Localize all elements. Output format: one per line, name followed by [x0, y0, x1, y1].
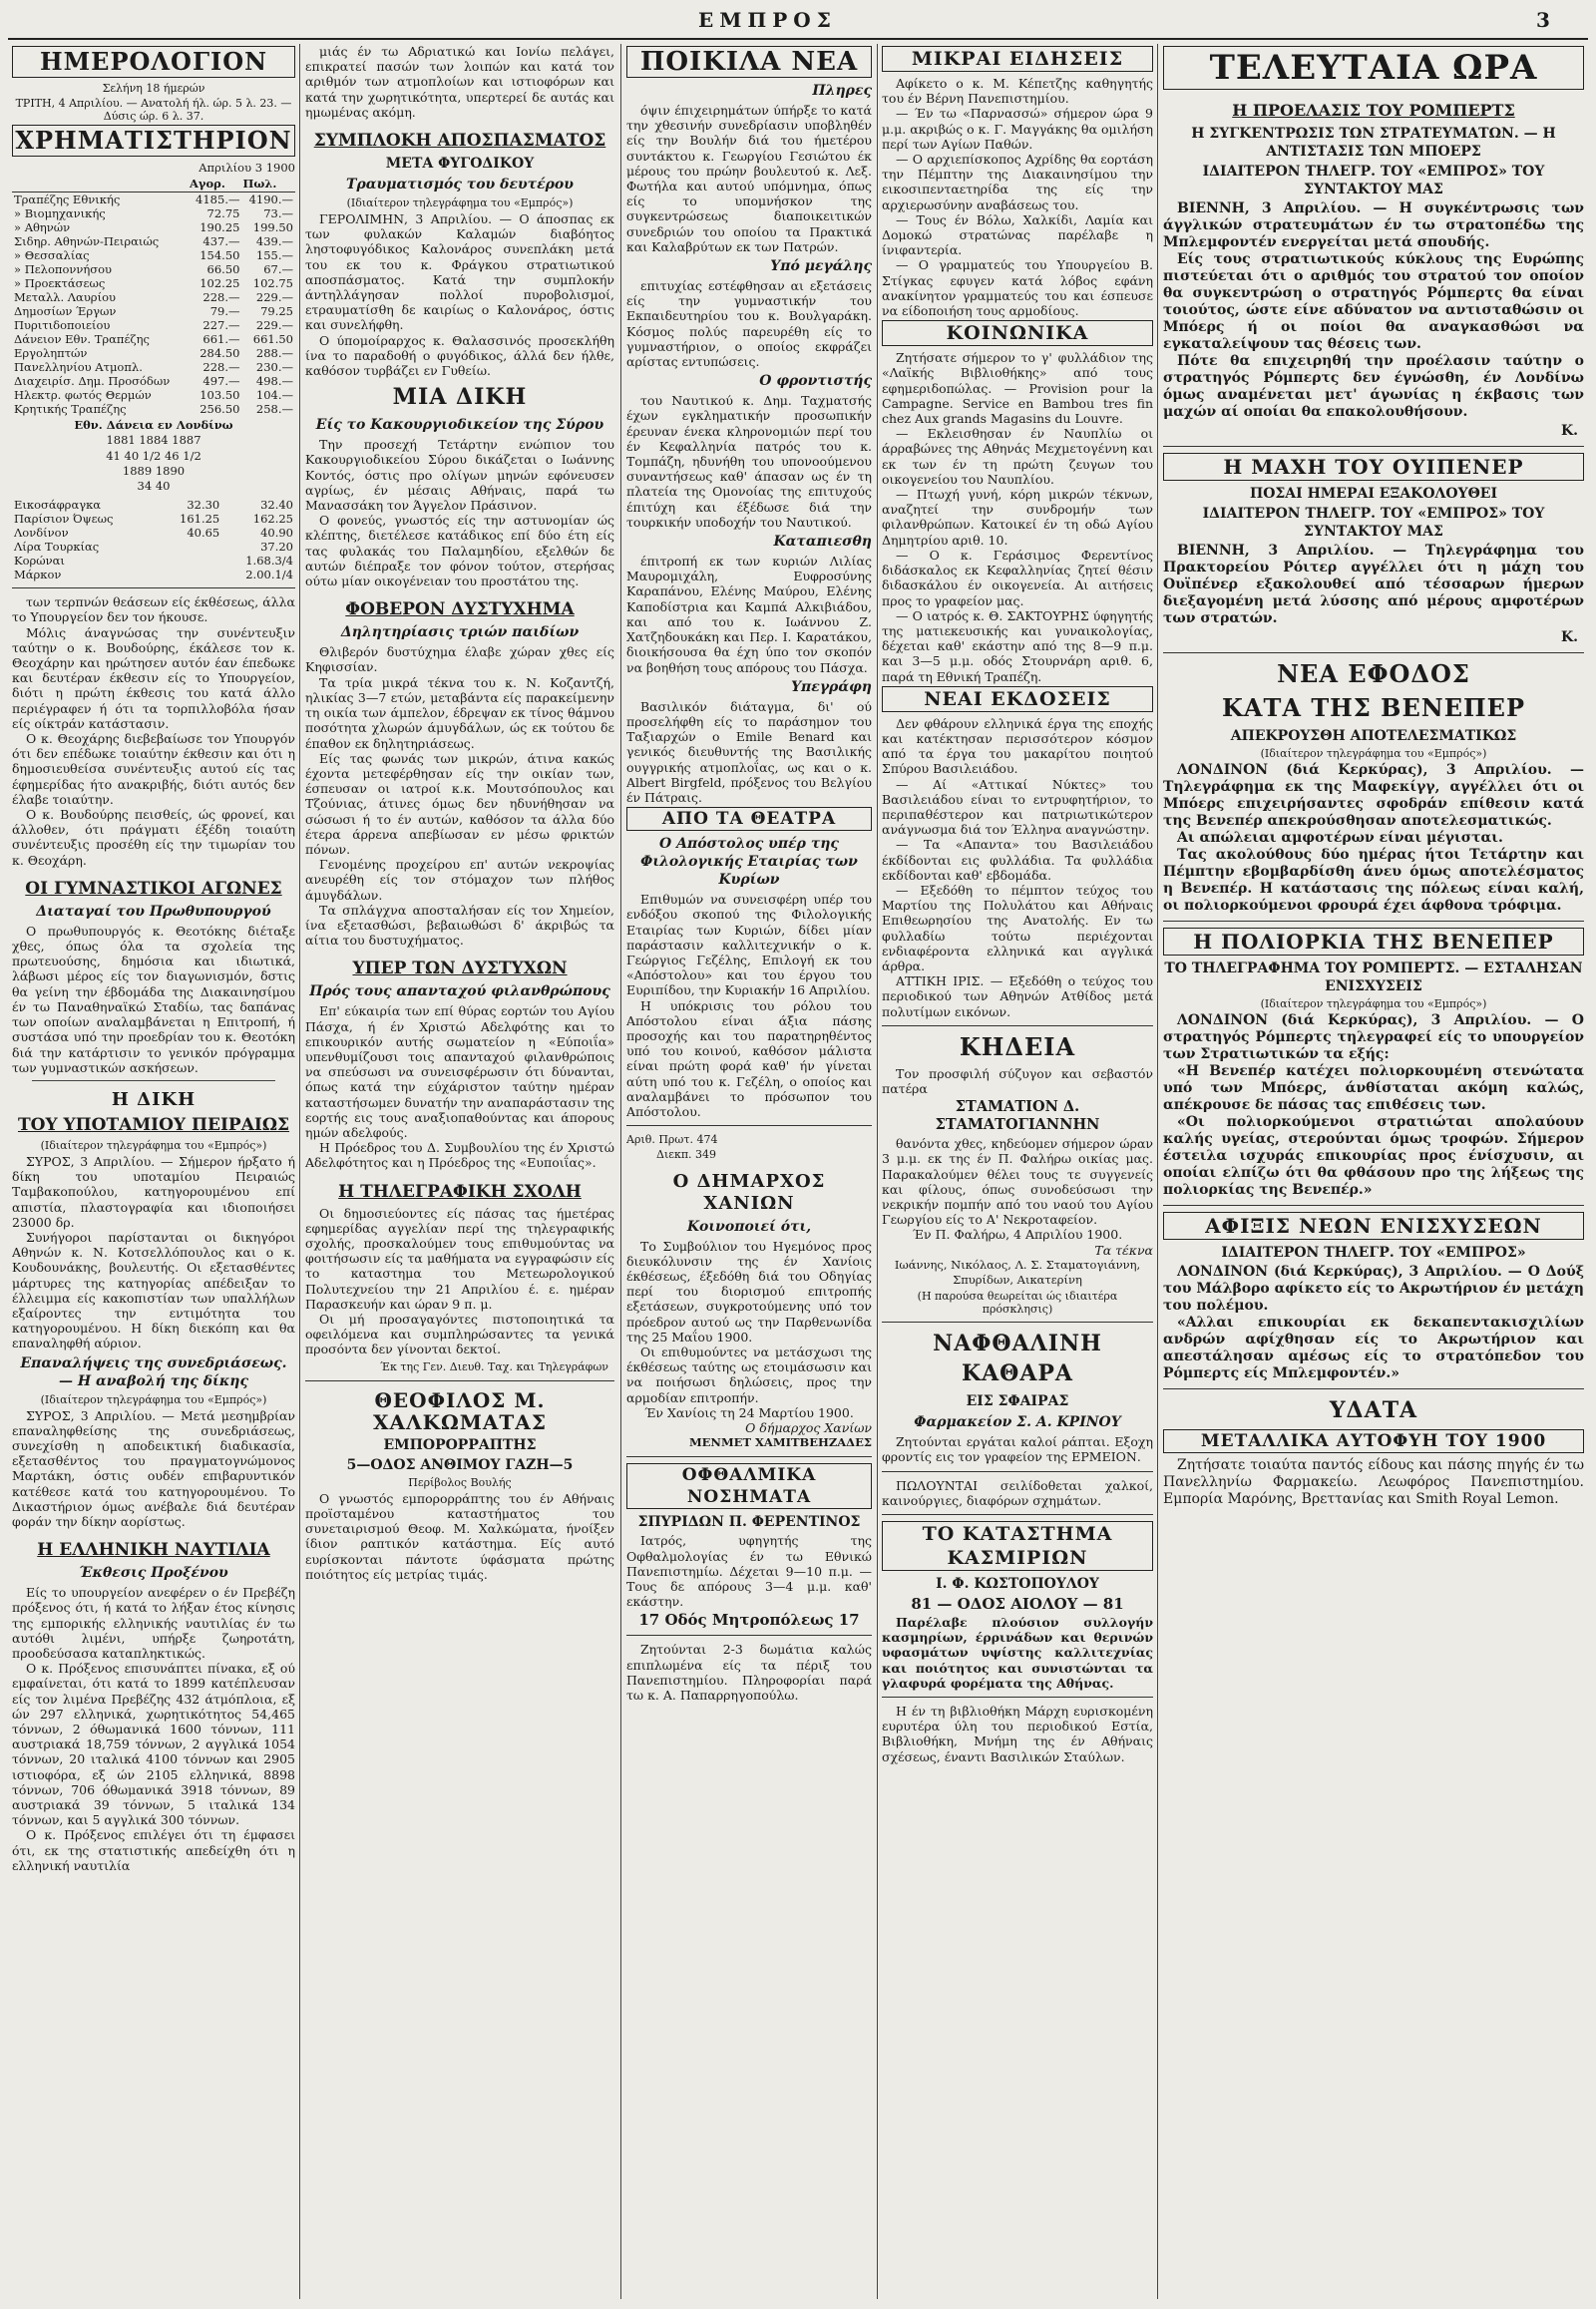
bourse-table — [12, 176, 295, 416]
telegram-source: (Ιδιαίτερον τηλεγράφημα του «Εμπρός») — [346, 196, 574, 210]
article-text: Ο κ. Θεοχάρης διεβεβαίωσε τον Υπουργόν ότι δεν επέδωκε τοιαύτην έκθεσιν και ότι η δημοσιευθείσα συνέντευξις αυτού είς τας έφημερίδας ήτο ανακριβής, διότι αυτός δεν έλαβε τοιαύτην. — [12, 731, 295, 807]
article-text: Ο ύπομοίραρχος κ. Θαλασσινός προσεκλήθη ίνα το παραδοθή ο φυγόδικος, άλλά δεν ήλθε, καθόσον τυρβάζει εν Γυθείω. — [305, 332, 614, 379]
trial-heading: ΜΙΑ ΔΙΚΗ — [392, 384, 528, 411]
row-value: 154.50 — [200, 248, 240, 263]
tailor-ad-address: 5—ΟΔΟΣ ΑΝΘΙΜΟΥ ΓΑΖΗ—5 — [346, 1456, 574, 1473]
table-row — [12, 192, 295, 207]
row-label: » Προεκτάσεως — [14, 276, 106, 291]
eye-heading: ΟΦΘΑΛΜΙΚΑ ΝΟΣΗΜΑΤΑ — [626, 1463, 872, 1509]
article-text: Παρέλαβε πλούσιον συλλογήν κασμηρίων, έρρινάδων και θερινών υφασμάτων υψίστης καλλιτεχνίας και ποιότητος και συνιστώνται τα γλαφυρά φορέματα της Αθήνας. — [882, 1615, 1153, 1691]
skirmish-subheading-2: Τραυματισμός του δευτέρου — [346, 177, 574, 193]
table-row — [12, 540, 295, 554]
row-value: 228.— — [202, 360, 240, 375]
article-text: Ο γνωστός εμπορορράπτης του έν Αθήναις προϊσταμένου καταστήματος του συνεταιρισμού Θεοφ. Μ. Χαλκώματα, ήνοίξεν ίδιον ραπτικόν κατάστημα. Είς αυτό ευρίσκονται πάντοτε ύφάσματα πρώτης ποιότητος είς μετρίας τιμάς. — [305, 1490, 614, 1582]
misc-news-heading: ΠΟΙΚΙΛΑ ΝΕΑ — [626, 46, 872, 78]
row-label: Λίρα Τουρκίας — [14, 540, 100, 555]
rule — [882, 1697, 1153, 1698]
article-text: Επιθυμών να συνεισφέρη υπέρ του ενδόξου σκοπού της Φιλολογικής Εταιρίας των Κυριών, δίδει μίαν παράστασιν καλλιτεχνικήν ο κ. Γεώργιος Γεζέλης, Επιλογή εκ του «Απόστολου» και του έργου του Ευριπίδου, την Κυριακήν 16 Απριλίου. — [626, 892, 872, 998]
column-divider — [1157, 44, 1158, 2299]
rule — [305, 1380, 614, 1381]
funeral-note: (Η παρούσα θεωρείται ώς ιδιαιτέρα πρόσκλησις) — [917, 1290, 1118, 1317]
assault-subheading: ΑΠΕΚΡΟΥΣΘΗ ΑΠΟΤΕΛΕΣΜΑΤΙΚΩΣ — [1230, 728, 1517, 744]
column-3 — [626, 44, 872, 2299]
table-row — [12, 262, 295, 276]
shop-owner: Ι. Φ. ΚΩΣΤΟΠΟΥΛΟΥ — [936, 1576, 1099, 1593]
signature: Κ. — [1560, 423, 1578, 439]
article-text: «Αλλαι επικουρίαι εκ δεκαπεντακισχιλίων ανδρών αφίχθησαν είς το Ακρωτήριον και απεστάλησαν αμέσως είς το στρατόπεδον του Ρόμπερτς είς Μπλεμφοντέν.» — [1163, 1315, 1584, 1381]
naphthalene-shop: Φαρμακείον Σ. Α. ΚΡΙΝΟΥ — [914, 1414, 1121, 1431]
article-text: «Οι πολιορκούμενοι στρατιώται απολαύουν καλής υγείας, στερούνται όμως τροφών. Σήμερον έστειλα ισχυράς επικουρίας προς ένίσχυσιν, αι οποίαι ελπίζω ότι θα φθάσουν προ της λήξεως της πολιορκίας της Βενεπέρ.» — [1163, 1114, 1584, 1198]
telegram-source: (Ιδιαίτερον τηλεγράφημα του «Εμπρός») — [1260, 747, 1487, 760]
article-text: «Η Βενεπέρ κατέχει πολιορκουμένη στενώτατα υπό των Μπόερς, άνθίσταται ακόμη καλώς, απέκρουσε δε πάσας τας επιθέσεις των. — [1163, 1063, 1584, 1113]
row-value: 439.— — [255, 234, 293, 249]
row-value: 229.— — [255, 318, 293, 333]
bourse-heading: ΧΡΗΜΑΤΙΣΤΗΡΙΟΝ — [12, 125, 295, 157]
row-value: 256.50 — [200, 402, 240, 417]
article-text: Είς το υπουργείον ανεφέρεν ο έν Πρεβέζη πρόξενος ότι, ή κατά το λήξαν έτος κίνησις της εμπορικής ελληνικής ναυτιλίας έν τω αυτόθι λιμένι, υπήρξε ζωηροτάτη, προοδεύσασα καταπληκτικώς. — [12, 1585, 295, 1661]
table-row — [12, 332, 295, 346]
siege-subheading: ΤΟ ΤΗΛΕΓΡΑΦΗΜΑ ΤΟΥ ΡΟΜΠΕΡΤΣ. — ΕΣΤΑΛΗΣΑΝ ΕΝΙΣΧΥΣΕΙΣ — [1164, 961, 1583, 994]
article-text: — Έν τω «Παρνασσώ» σήμερον ώρα 9 μ.μ. ακριβώς ο κ. Γ. Μαγγάκης θα ομιλήση περί των Αγίων Παθών. — [882, 106, 1153, 152]
article-text: — Εξεδόθη το πέμπτον τεύχος του Μαρτίου της Πολυλάτου και Αθήναις Επιθεωρησίου της Ανατολής. Εν τω φυλλαδίω τούτω περιέχονται ενδιαφέροντα ελληνικά και αγγλικά άρθρα. — [882, 882, 1153, 973]
reinforcements-heading: ΑΦΙΞΙΣ ΝΕΩΝ ΕΝΙΣΧΥΣΕΩΝ — [1163, 1212, 1584, 1240]
article-text: Ιατρός, υφηγητής της Οφθαλμολογίας έν τω Εθνικώ Πανεπιστημίω. Δέχεται 9—10 π.μ. — Τους δε απόρους 3—4 μ.μ. καθ' εκάστην. — [626, 1533, 872, 1610]
funeral-name: ΣΤΑΜΑΤΙΟΝ Δ. ΣΤΑΜΑΤΟΓΙΑΝΝΗΝ — [935, 1098, 1100, 1134]
gym-heading: ΟΙ ΓΥΜΝΑΣΤΙΚΟΙ ΑΓΩΝΕΣ — [25, 878, 282, 899]
water-subheading: ΜΕΤΑΛΛΙΚΑ ΑΥΤΟΦΥΗ ΤΟΥ 1900 — [1163, 1429, 1584, 1453]
row-value: 661.— — [202, 332, 240, 347]
row-value: 40.90 — [260, 526, 293, 541]
bourse-col-buy: Αγορ. — [189, 176, 242, 192]
article-text: Θλιβερόν δυστύχημα έλαβε χώραν χθες είς Κηφισσίαν. — [305, 644, 614, 675]
calendar-moon: Σελήνη 18 ήμερών — [102, 82, 205, 95]
funeral-family: Τα τέκνα — [1094, 1242, 1153, 1258]
row-value — [159, 540, 221, 554]
row-label: Μεταλλ. Λαυρίου — [14, 290, 116, 305]
gym-subheading: Διαταγαί του Πρωθυπουργού — [36, 903, 271, 920]
rule — [882, 1471, 1153, 1472]
article-text: Επ' εύκαιρία των επί θύρας εορτών του Αγίου Πάσχα, ή έν Χριστώ Αδελφότης και το επικουρικόν αυτής σωματείον η «Εύποιΐα» υπενθυμίζουσι τοις απανταχού φιλανθρώποις να σπεύσωσι να συνεισφέρωσιν ότι δύνανται, όπως κατά την εύχάριστον ταύτην ημέραν καταστήσωμεν δυνατήν την αναπαράστασιν της εορτής εις τους αναξιοπαθούντας και άπορους ημών αδελφούς. — [305, 1003, 614, 1140]
article-text: ΣΥΡΟΣ, 3 Απριλίου. — Σήμερον ήρξατο ή δίκη του υποταμίου Πειραιώς Ταμβακοπούλου, κατηγορουμένου επί απιστία, πλαστογραφία και ιδιοποιήσει 23000 δρ. — [12, 1153, 295, 1230]
tailor-ad-name: ΘΕΟΦΙΛΟΣ Μ. ΧΑΛΚΩΜΑΤΑΣ — [373, 1387, 547, 1434]
signature: Κ. — [1560, 629, 1578, 645]
calendar-sun: ΤΡΙΤΗ, 4 Απριλίου. — Ανατολή ήλ. ώρ. 5 λ. 23. — Δύσις ώρ. 6 λ. 37. — [15, 97, 292, 123]
news-subheading: Πληρες — [812, 83, 872, 99]
table-row — [12, 554, 295, 568]
table-row — [12, 234, 295, 248]
table-row — [12, 276, 295, 290]
row-value: 2.00.1/4 — [245, 568, 293, 582]
article-text: ΛΟΝΔΙΝΟΝ (διά Κερκύρας), 3 Απριλίου. — Ο στρατηγός Ρόμπερτς τηλεγραφεί είς το υπουργείον των Στρατιωτικών τα εξής: — [1163, 1012, 1584, 1062]
brief-news-heading: ΜΙΚΡΑΙ ΕΙΔΗΣΕΙΣ — [882, 46, 1153, 72]
article-text: — Τα «Απαντα» του Βασιλειάδου έκδίδονται εις φυλλάδια. Τα φυλλάδια εκδίδονται καθ' εβδομάδα. — [882, 837, 1153, 883]
column-4 — [882, 44, 1153, 2299]
article-text: Αι απώλειαι αμφοτέρων είναι μέγισται. — [1177, 830, 1503, 846]
row-value: 229.— — [255, 290, 293, 305]
table-row — [12, 498, 295, 512]
row-value — [159, 554, 221, 568]
row-value: 32.30 — [187, 498, 220, 513]
article-text: ΛΟΝΔΙΝΟΝ (διά Κερκύρας), 3 Απριλίου. — Τηλεγράφημα εκ της Μαφεκίγγ, αγγέλλει ότι οι Μπόερς επιχειρήσαντες σφοδράν επίθεσιν κατά της Βενεπέρ απεκρούσθησαν αποτελεσματικώς. — [1163, 762, 1584, 829]
article-text: Ο κ. Βουδούρης πεισθείς, ώς φρονεί, και άλλοθεν, ότι πράγματι έξέδη τοιαύτη συνέντευξις προσέθη είς την τιμωρίαν του κ. Θεοχάρη. — [12, 807, 295, 868]
row-label: Εικοσάφραγκα — [14, 498, 102, 513]
accident-heading: ΦΟΒΕΡΟΝ ΔΥΣΤΥΧΗΜΑ — [345, 599, 575, 620]
row-label: Εργοληπτών — [14, 346, 88, 361]
article-text: — Ο κ. Γεράσιμος Φερεντίνος διδάσκαλος εκ Κεφαλληνίας ζητεί θέσιν διδασκάλου έν οικογενεία. Αι αιτήσεις προς το γραφείον μας. — [882, 547, 1153, 608]
row-value: 661.50 — [252, 332, 293, 347]
funeral-names: Ιωάννης, Νικόλαος, Λ. Σ. Σταματογιάννη, Σπυρίδων, Αικατερίνη — [894, 1257, 1141, 1288]
row-label: Λονδίνον — [14, 526, 69, 541]
row-label: Δάνειον Εθν. Τραπέζης — [14, 332, 150, 347]
row-value: 258.— — [255, 402, 293, 417]
funeral-heading: ΚΗΔΕΙΑ — [959, 1031, 1076, 1061]
article-text: Τας ακολούθους δύο ημέρας ήτοι Τετάρτην και Πέμπτην εβομβαρδίσθη άνευ όμως αποτελέσματος η Βενεπέρ. Η κατάστασις της πόλεως είναι καλή, οι πολιορκούμενοι φρουρά έχει άφθονα τρόφιμα. — [1163, 847, 1584, 914]
article-text: έπιτροπή εκ των κυριών Λιλίας Μαυρομιχάλη, Ευφροσύνης Καραπάνου, Ελένης Μαύρου, Ελένης Καποδίστρια και Καμπά Αλκιβιάδου, και από του κ. Ιωάννου Ζ. Χατζηδουκάκη και Περ. Ι. Καρατάκου, διοικήσουσα θα έχη ύπο τον σκοπόν να βοηθήση τους απόρους του Πάσχα. — [626, 554, 872, 675]
rule — [882, 1025, 1153, 1026]
article-text: ΒΙΕΝΝΗ, 3 Απριλίου. — Η συγκέντρωσις των άγγλικών στρατευμάτων έν τω στρατοπέδω της Μπλεμφοντέν ενεργείται μετά σπουδής. — [1163, 200, 1584, 250]
table-row — [12, 568, 295, 581]
mayor-heading: Ο ΔΗΜΑΡΧΟΣ ΧΑΝΙΩΝ — [672, 1170, 826, 1214]
article-text: — Τους έν Βόλω, Χαλκίδι, Λαμία και Δομοκώ στρατώνας παρέλαβε η ίνιφαντερία. — [882, 211, 1153, 258]
news-subheading: Ο φροντιστής — [759, 373, 872, 390]
row-value: 4190.— — [248, 192, 293, 207]
row-value: 66.50 — [206, 262, 240, 277]
row-label: Πυριτιδοποιείου — [14, 318, 111, 333]
row-value: 288.— — [255, 346, 293, 361]
row-value: 104.— — [255, 388, 293, 403]
tailor-ad-address-2: Περίβολος Βουλής — [408, 1475, 512, 1489]
article-text: — Πτωχή γυνή, κόρη μικρών τέκνων, αναζητεί την συνδρομήν των φιλανθρώπων. Κατοικεί έν τη οδώ Αγίου Δημητρίου αριθ. 10. — [882, 487, 1153, 548]
theatre-heading: ΑΠΟ ΤΑ ΘΕΑΤΡΑ — [626, 807, 872, 831]
charity-subheading: Πρός τους απανταχού φιλανθρώπους — [309, 983, 610, 1000]
trial-heading-2: ΤΟΥ ΥΠΟΤΑΜΙΟΥ ΠΕΙΡΑΙΩΣ — [17, 1114, 290, 1135]
table-row — [12, 318, 295, 332]
article-text: Συνήγοροι παρίστανται οι δικηγόροι Αθηνών κ. Ν. Κοτσελλόπουλος και ο κ. Κουδουνάκης, βουλευτής. Οι εξετασθέντες μάρτυρες της κατηγορίας απέδειξαν το έλλειμμα είς κακοπιστίαν των υπαλλήλων εξαίροντες την εντιμότητα του κατηγορουμένου. Η δίκη διεκόπη και θα επαναληφθή αύριον. — [12, 1229, 295, 1351]
trial-subheading: Επαναλήψεις της συνεδριάσεως. — Η αναβολή της δίκης — [20, 1354, 287, 1389]
column-divider — [620, 44, 621, 2299]
table-row — [12, 360, 295, 374]
article-text: του Ναυτικού κ. Δημ. Ταχματσής έχων εγκληματικήν προσωπικήν έρευναν ένεκα κληρονομιών περί του έν Κεφαλληνία πατρός του κ. Τομπάζη, ηδυνήθη του υπονοούμενου συναντήσεως καθ' άπασαν ως έν τη πλατεία της Ομονοίας της επιτυχούς έπιτύχη και έξέδωσε διά την τουρκικήν υποδοχήν του Ναυτικού. — [626, 393, 872, 530]
shop-address: 81 — ΟΔΟΣ ΑΙΟΛΟΥ — 81 — [911, 1595, 1124, 1614]
table-row — [12, 374, 295, 388]
skirmish-heading: ΣΥΜΠΛΟΚΗ ΑΠΟΣΠΑΣΜΑΤΟΣ — [313, 131, 606, 152]
table-row — [12, 248, 295, 262]
article-text: Ζητήσατε σήμερον το γ' φυλλάδιον της «Λαϊκής Βιβλιοθήκης» από τους εφημεριδοπώλας. — Provision pour la Campagne. Service en Bambou tres fin chez Aux grands Magasins du Louvre. — [882, 350, 1153, 427]
row-value: 437.— — [202, 234, 240, 249]
mayor-date: Έν Χανίοις τη 24 Μαρτίου 1900. — [644, 1404, 854, 1420]
article-text: Τα τρία μικρά τέκνα του κ. Ν. Κοζαντζή, ηλικίας 3—7 ετών, μεταβάντα είς παρακείμενην τη οικία των άμπελον, έδρεψαν εκ τίνος θάμνου ποσότητα χλωρών άμυγδάλων, ώς εκ τούτου δε έπαθον εκ δηλητηριάσεως. — [305, 674, 614, 751]
row-value: 284.50 — [200, 346, 240, 361]
row-label: Διαχειρίσ. Δημ. Προσόδων — [14, 374, 171, 389]
row-label: Μάρκον — [14, 568, 62, 582]
article-text: Το Συμβούλιον του Ηγεμόνος προς διευκόλυνσιν της έν Χανίοις έκθέσεως, έξεδόθη διά του Οδηγίας περί του διορισμού επιτροπής εξετάσεων, συγκροτούμενης υπό τον πρόεδρον αυτού ως την Παρθενωνίδα της 25 Μαΐου 1900. — [626, 1238, 872, 1345]
fx-table — [12, 498, 295, 581]
article-text: Βασιλικόν διάταγμα, δι' ού προσελήφθη είς το παράσημον του Ταξιαρχών ο Emile Benard και γενικός διευθυντής της Βασιλικής ουγγρικής ατμοπλοΐας, ως και ο κ. Albert Birgfeld, πρόξενος του Βελγίου έν Πάτραις. — [626, 698, 872, 805]
row-value: 79.25 — [260, 304, 293, 319]
row-value: 72.75 — [206, 206, 240, 221]
row-label: » Βιομηχανικής — [14, 206, 106, 221]
article-text: — Ο αρχιεπίσκοπος Αχρίδης θα εορτάση την Πέμπτην της Διακαινησίμου την εικοσιπενταετηρίδα της είς την αρχιερωσύνην αναβάσεως του. — [882, 152, 1153, 212]
telegram-source: ΙΔΙΑΙΤΕΡΟΝ ΤΗΛΕΓΡ. ΤΟΥ «ΕΜΠΡΟΣ» — [1221, 1245, 1526, 1261]
article-text: Αφίκετο ο κ. Μ. Κέπετζης καθηγητής του έν Βέρνη Πανεπιστημίου. — [882, 76, 1153, 107]
row-value: 161.25 — [180, 512, 220, 527]
news-subheading: Καταπιεσθη — [773, 534, 872, 551]
article-text: Η Πρόεδρος του Δ. Συμβουλίου της έν Χριστώ Αδελφότητος και η Πρόεδρος της «Ευποιΐας». — [305, 1140, 614, 1171]
article-text: Ο κ. Πρόξενος επιλέγει ότι τη έμφασει ότι, εκ της στατιστικής απεδείχθη ότι η ελληνική ναυτιλία — [12, 1827, 295, 1873]
trial-heading: Η ΔΙΚΗ — [111, 1088, 197, 1110]
rule — [882, 1514, 1153, 1515]
table-row — [12, 388, 295, 402]
loans-values-1: 41 40 1/2 46 1/2 — [106, 448, 201, 463]
shop-heading: ΤΟ ΚΑΤΑΣΤΗΜΑ ΚΑΣΜΙΡΙΩΝ — [882, 1521, 1153, 1571]
reference-number: Διεκπ. 349 — [656, 1148, 717, 1162]
table-row — [12, 346, 295, 360]
assault-heading-2: ΚΑΤΑ ΤΗΣ ΒΕΝΕΠΕΡ — [1222, 693, 1525, 722]
row-label: Κορώναι — [14, 554, 65, 569]
calendar-heading: ΗΜΕΡΟΛΟΓΙΟΝ — [12, 46, 295, 78]
article-text: ΛΟΝΔΙΝΟΝ (διά Κερκύρας), 3 Απριλίου. — Ο Δούξ του Μάλβορο αφίκετο είς το Ακρωτήριον έν μετάχη του πολέμου. — [1163, 1264, 1584, 1314]
article-text: Η υπόκρισις του ρόλου του Απόστολου είναι άξια πάσης προσοχής και του παρατηρηθέντος υπό του κοινού, καθόσον μάλιστα είναι πρώτη φορά καθ' ήν γίνεται αύτη υπό του κ. Γεζέλη, ο οποίος και αναλαμβάνει το πρόσωπον του Απόστολου. — [626, 997, 872, 1119]
row-value: 102.25 — [200, 276, 240, 291]
trial-subheading: Είς το Κακουργιοδικείον της Σύρου — [315, 417, 604, 434]
column-5 — [1163, 44, 1584, 2299]
table-row — [12, 220, 295, 234]
row-value: 103.50 — [200, 388, 240, 403]
row-value: 32.40 — [260, 498, 293, 513]
social-heading: ΚΟΙΝΩΝΙΚΑ — [882, 320, 1153, 346]
rule — [32, 1080, 275, 1081]
row-label: Δημοσίων Έργων — [14, 304, 117, 319]
loans-values-2: 34 40 — [137, 479, 171, 494]
school-heading: Η ΤΗΛΕΓΡΑΦΙΚΗ ΣΧΟΛΗ — [338, 1181, 582, 1202]
assault-heading: ΝΕΑ ΕΦΟΔΟΣ — [1277, 659, 1470, 688]
funeral-date: Έν Π. Φαλήρω, 4 Απριλίου 1900. — [912, 1227, 1123, 1243]
tailor-ad-trade: ΕΜΠΟΡΟΡΡΑΠΤΗΣ — [383, 1436, 537, 1453]
row-value: 190.25 — [200, 220, 240, 235]
article-text: Οι επιθυμούντες να μετάσχωσι της έκθέσεως ταύτης ως ετοιμάσωσιν και να ποιήσωσι δηλώσεις, προς την αρμοδίαν επιτροπήν. — [626, 1345, 872, 1405]
header-rule — [8, 38, 1588, 40]
mayor-name: ΜΕΝΜΕΤ ΧΑΜΙΤΒΕΗΖΑΔΕΣ — [688, 1435, 872, 1450]
article-text: ΠΩΛΟΥΝΤΑΙ σειλίδοθεται χαλκοί, καινούργιες, διαφόρων σχημάτων. — [882, 1477, 1153, 1508]
table-row — [12, 512, 295, 526]
article-text: Είς τας φωνάς των μικρών, άτινα κακώς έχοντα μετεφέρθησαν είς την οικίαν των, έσπευσαν οι ιατροί κ.κ. Μουτσόπουλος και Τζούνιας, άτινες όμως δεν ηδυνήθησαν να σώσωσι ή το έν αυτών, καθόσον τα άλλα δύο έτερα άρρενα απεβίωσαν εν μέσω φρικτών πόνων. — [305, 750, 614, 857]
rule — [1163, 921, 1584, 922]
row-value — [159, 568, 221, 581]
rule — [626, 1635, 872, 1636]
rule — [626, 1456, 872, 1457]
naphthalene-heading: ΝΑΦΘΑΛΙΝΗ ΚΑΘΑΡΑ — [933, 1331, 1102, 1387]
row-label: Πανελληνίου Ατμοπλ. — [14, 360, 143, 375]
siege-heading: Η ΠΟΛΙΟΡΚΙΑ ΤΗΣ ΒΕΝΕΠΕΡ — [1163, 928, 1584, 956]
article-text: Οι δημοσιεύοντες είς πάσας τας ήμετέρας εφημερίδας αγγελίαν περί της τηλεγραφικής σχολής, προσκαλούμεν τους επιθυμούντας να φοιτήσωσιν είς τα μαθήματα να εγγραφώσιν είς το καταστημα του Μετεωρολογικού Πολυτεχνείου την 21 Απριλίου έ. ε. ημέραν Παρασκευήν και ώραν 9 π. μ. — [305, 1205, 614, 1312]
article-text: Δεν φθάρουν ελληνικά έργα της εποχής και κατέκτησαν περισσότερον κόσμον από τα έργα του μακαρίτου ποιητού Σπύρου Βασιλειάδου. — [882, 715, 1153, 777]
article-text: — Εκλεισθησαν έν Ναυπλίω οι άρραβώνες της Αθηνάς Μεχμετογέννη και εκ των έν τη πρώτη ζευγων του οικογενείου του Ναυπλίου. — [882, 426, 1153, 487]
article-text: Γενομένης προχείρου επ' αυτών νεκροψίας ανευρέθη είς τον στόμαχον των πλήθος άμυγδάλων. — [305, 857, 614, 903]
row-value: 1.68.3/4 — [245, 554, 293, 569]
row-value: 79.— — [209, 304, 240, 319]
article-text: Μόλις άναγνώσας την συνέντευξιν ταύτην ο κ. Βουδούρης, έκάλεσε τον κ. Θεοχάρην και ηρώτησεν αυτόν έαν έπεδωκε και δευτέραν έκθεσιν είς το Υπουργείον, διότι η πρώτη έκθεσις του κατά άλλο περιέγραφεν ή ότι τα τορπιλλοβόλα ήσαν είς οίκτράν κατάστασιν. — [12, 624, 295, 731]
row-label: Κρητικής Τραπέζης — [14, 402, 127, 417]
last-hour-subheading: Η ΠΡΟΕΛΑΣΙΣ ΤΟΥ ΡΟΜΠΕΡΤΣ — [1232, 101, 1515, 120]
battle-subheading: ΠΟΣΑΙ ΗΜΕΡΑΙ ΕΞΑΚΟΛΟΥΘΕΙ — [1249, 486, 1498, 502]
article-text: ΑΤΤΙΚΗ ΙΡΙΣ. — Εξεδόθη ο τεύχος του περιοδικού των Αθηνών Ατθίδος μετά πολυτίμων εικόνων. — [882, 973, 1153, 1019]
shipping-heading: Η ΕΛΛΗΝΙΚΗ ΝΑΥΤΙΛΙΑ — [37, 1540, 270, 1561]
row-value: 155.— — [255, 248, 293, 263]
newspaper-name: ΕΜΠΡΟΣ — [698, 8, 837, 32]
news-subheading: Υπεγράφη — [791, 678, 872, 695]
row-value: 230.— — [255, 360, 293, 375]
article-text: Τα σπλάγχνα αποσταλήσαν είς τον Χημείον, ίνα εξετασθώσι, βεβαιωθώσι δ' άκριβώς τα αίτια του δυστυχήματος. — [305, 902, 614, 949]
rule — [12, 587, 295, 588]
rule — [1163, 1205, 1584, 1206]
row-label: Παρίσιον Όψεως — [14, 512, 114, 527]
telegram-source: ΙΔΙΑΙΤΕΡΟΝ ΤΗΛΕΓΡ. ΤΟΥ «ΕΜΠΡΟΣ» ΤΟΥ ΣΥΝΤΑΚΤΟΥ ΜΑΣ — [1202, 506, 1545, 540]
loans-years-2: 1889 1890 — [122, 463, 186, 478]
column-divider — [877, 44, 878, 2299]
article-text: Ζητούνται 2-3 δωμάτια καλώς επιπλωμένα είς τα πέριξ του Πανεπιστημίου. Πληροφορίαι παρά τω κ. Α. Παπαρρηγοπούλω. — [626, 1642, 872, 1704]
article-text: Ο πρωθυπουργός κ. Θεοτόκης διέταξε χθες, όπως όλα τα σχολεία της πρωτευούσης, δημόσια και ιδιωτικά, λάβωσι μέρος είς τον διαγωνισμόν, δστις θα γείνη την έβδομάδα της Διακαινησίμου έν τω Παναθηναϊκώ Σταδίω, τας δαπάνας των οποίων αναλαμβάνεται η Επιτροπή, ή συστάσα υπό την προεδρίαν του κ. Θεοτόκη διά την κατάρτισιν το γενικόν πρόγραμμα των γυμναστικών ασκήσεων. — [12, 923, 295, 1075]
article-text: ΓΕΡΟΛΙΜΗΝ, 3 Απριλίου. — Ο άποσπας εκ των φυλακών Καλαμών διαβόητος ληστοφυγόδικος Καλονάρος συνεπλάκη μετά του εκ του κ. Φράγκου στρατιωτικού αποσπάσματος. Κατά την συμπλοκήν άντηλλάγησαν πολλοί πυροβολισμοί, ετραυματίσθη δε καιρίως ο Καλονάρος, όστις και συνελήφθη. — [305, 211, 614, 333]
article-text: ΣΥΡΟΣ, 3 Απριλίου. — Μετά μεσημβρίαν επαναληφθείσης της συνεδριάσεως, συνεχίσθη η αποδεικτική διαδικασία, εξετασθέντος του πραγματογνώμονος Μαρτάκη, όστις ουδέν επιβαρυντικόν κατέθεσε κατά του κατηγορουμένου. Το Δικαστήριον όμως ανέβαλε διά δευτέραν φοράν την δίκην αορίστως. — [12, 1407, 295, 1529]
article-text: Οι μή προσαγαγόντες πιστοποιητικά τα οφειλόμενα και συμπληρώσαντες τα γενικά προσόντα δεν γίνονται δεκτοί. — [305, 1312, 614, 1357]
table-row — [12, 206, 295, 220]
article-text: Ο φονεύς, γνωστός είς την αστυνομίαν ώς κλέπτης, διετέλεσε κατάδικος επί δύο έτη είς τας φυλακάς του Παλαμηδίου, εξελθών δε αυτών διέπραξε τον φόνον τούτον, στερήσας ούτω μίαν οικογένειαν του προστάτου της. — [305, 513, 614, 589]
article-text: Ζητούνται εργάται καλοί ράπται. Εξοχη φροντίς εις τον γραφείον της ΕΡΜΕΙΟΝ. — [882, 1434, 1153, 1465]
article-text: Ζητήσατε τοιαύτα παντός είδους και πάσης πηγής έν τω Πανελληνίω Φαρμακείω. Λεωφόρος Πανεπιστημίου. Εμπορία Μαρόνης, Βρεττανίας και Smith Royal Lemon. — [1163, 1457, 1584, 1507]
article-text: ΒΙΕΝΝΗ, 3 Απριλίου. — Τηλεγράφημα του Πρακτορείου Ρόιτερ αγγέλλει ότι η μάχη του Ουϊπένερ εξακολουθεί από τέσσαρων ήμερων διεξαγομένη μετά λύσσης από μέρους αμφοτέρων των στρατών. — [1163, 543, 1584, 626]
reference-number: Αριθ. Πρωτ. 474 — [626, 1133, 718, 1147]
skirmish-subheading: ΜΕΤΑ ΦΥΓΟΔΙΚΟΥ — [385, 156, 535, 173]
article-text: — Ο ιατρός κ. Θ. ΣΑΚΤΟΥΡΗΣ ύφηγητής της ματιεκευσικής και γυναικολογίας, δέχεται καθ' εκάστην από της 8—9 π.μ. και 3—5 μ.μ. οδός Στουρνάρη αριθ. 6, παρά τη Εθνική Τραπέζη. — [882, 607, 1153, 684]
telegram-source: ΙΔΙΑΙΤΕΡΟΝ ΤΗΛΕΓΡ. ΤΟΥ «ΕΜΠΡΟΣ» ΤΟΥ ΣΥΝΤΑΚΤΟΥ ΜΑΣ — [1202, 164, 1545, 197]
article-text: Τον προσφιλή σύζυγον και σεβαστόν πατέρα — [882, 1065, 1153, 1096]
row-label: » Πελοποννήσου — [14, 262, 113, 277]
mayor-signature: Ο δήμαρχος Χανίων — [745, 1420, 872, 1436]
last-hour-heading: ΤΕΛΕΥΤΑΙΑ ΩΡΑ — [1163, 46, 1584, 90]
row-label: » Αθηνών — [14, 220, 71, 235]
rule — [1163, 446, 1584, 447]
table-row — [12, 290, 295, 304]
bourse-date: Απριλίου 3 1900 — [199, 161, 295, 175]
row-value: 227.— — [202, 318, 240, 333]
accident-subheading: Δηλητηρίασις τριών παιδίων — [340, 624, 580, 641]
article-text: Η έν τη βιβλιοθήκη Μάρχη ευρισκομένη ευρυτέρα ύλη του περιοδικού Εστία, Βιβλιοθήκη, Μνήμη της έν Αθήναις σχέσεως, έναντι Βασιλικών Σταύλων. — [882, 1704, 1153, 1764]
row-value: 4185.— — [196, 192, 240, 207]
row-label: » Θεσσαλίας — [14, 248, 90, 263]
article-text: θανόντα χθες, κηδεύομεν σήμερον ώραν 3 μ.μ. εκ της έν Π. Φαλήρω οικίας μας. Παρακαλούμεν θέλει τους τε συγγενείς και φίλους, όπως συνοδεύσωσι την νεκρικήν πομπήν από του ναού του Αγίου Γεωργίου είς το Α' Νεκροταφείον. — [882, 1136, 1153, 1228]
column-divider — [299, 44, 300, 2299]
column-2 — [305, 44, 614, 2299]
mayor-subheading: Κοινοποιεί ότι, — [686, 1218, 812, 1235]
telegram-source: (Ιδιαίτερον τηλεγράφημα του «Εμπρός») — [40, 1138, 267, 1152]
publications-heading: ΝΕΑΙ ΕΚΔΟΣΕΙΣ — [882, 686, 1153, 712]
row-value: 102.75 — [252, 276, 293, 291]
charity-heading: ΥΠΕΡ ΤΩΝ ΔΥΣΤΥΧΩΝ — [352, 959, 568, 979]
article-text: — Ο γραμματεύς του Υπουργείου Β. Στίγκας εφυγεν κατά λόβος εφάνη ανακίνητον γραμματεύς του και έσπευσε να είδοποιήση τους αρμοδίους. — [882, 257, 1153, 319]
article-text: των τερπνών θεάσεων είς έκθέσεως, άλλα το Υπουργείον δεν τον ήκουσε. — [12, 594, 295, 625]
row-value: 497.— — [202, 374, 240, 389]
loans-years-1: 1881 1884 1887 — [106, 433, 201, 448]
article-text: Είς τους στρατιωτικούς κύκλους της Ευρώπης πιστεύεται ότι ο αριθμός του στρατού τον οποίον θα συγκεντρώση ο στρατηγός Ρόμπερτς θα είναι τοιούτος, ώστε είνε αδύνατον να αντισταθώσιν οι Μπόερς ή οι ποίοι θα αναγκασθώσι να εγκαταλείψουν τας θέσεις των. — [1163, 251, 1584, 352]
table-row — [12, 402, 295, 416]
water-heading: ΥΔΑΤΑ — [1329, 1397, 1418, 1423]
row-value: 162.25 — [252, 512, 293, 527]
shipping-subheading: Έκθεσις Προξένου — [79, 1565, 228, 1582]
row-value: 67.— — [263, 262, 293, 277]
theatre-subheading: Ο Απόστολος υπέρ της Φιλολογικής Εταιρίας των Κυρίων — [640, 836, 858, 889]
rule — [882, 1322, 1153, 1323]
article-text: μιάς έν τω Αδριατικώ και Ιονίω πελάγει, επικρατεί πασών των λοιπών και κατά τον αριθμόν των ατμοπλοίων και ιστιοφόρων και κατά την χωρητικότητα, υπερτερεί δε αυτάς και ημωμένας ακόμη. — [305, 44, 614, 120]
article-text: επιτυχίας εστέφθησαν αι εξετάσεις είς την γυμναστικήν του Εκπαιδευτηρίου του κ. Βουλγαράκη. Κόσμος πολύς παρευρέθη είς το γυμναστήριον, ο οποίος εκφράζει αρίστας εντυπώσεις. — [626, 278, 872, 370]
page-header — [0, 6, 1596, 36]
battle-heading: Η ΜΑΧΗ ΤΟΥ ΟΥΙΠΕΝΕΡ — [1163, 453, 1584, 481]
row-value: 228.— — [202, 290, 240, 305]
bourse-col-sell: Πωλ. — [241, 176, 295, 192]
table-row — [12, 526, 295, 540]
telegram-source: (Ιδιαίτερον τηλεγράφημα του «Εμπρός») — [1260, 997, 1487, 1010]
article-text: Την προσεχή Τετάρτην ενώπιον του Κακουργιοδικείου Σύρου δικάζεται ο Ιωάννης Κοντός, όστις προ ολίγων μηνών εφόνευσεν αγρίως, έν μέσαις Αθήναις, παρά τω Μανασσάκη τον Άγγελον Πράσινον. — [305, 437, 614, 514]
article-text: Πότε θα επιχειρηθή την προέλασιν ταύτην ο στρατηγός Ρόμπερτς δεν έγνώσθη, έν Λονδίνω όμως αναμένεται μετ' άγωνίας η έκβασις των μαχών αί οποίαι θα επακολουθήσουν. — [1163, 353, 1584, 420]
article-text: — Αί «Αττικαί Νύκτες» του Βασιλειάδου είναι το εντρυφητήριον, το περιπαθέστερον και πατριωτικώτερον ανάγνωσμα διά τον Έλληνα αναγνώστην. — [882, 776, 1153, 838]
naphthalene-subheading: ΕΙΣ ΣΦΑΙΡΑΣ — [966, 1393, 1069, 1410]
article-text: Ο κ. Πρόξενος επισυνάπτει πίνακα, εξ ού εμφαίνεται, ότι κατά το 1899 κατέπλευσαν είς τον λιμένα Πρεβέζης 432 άτμόπλοια, εξ ών 297 ελληνικά, χωρητικότητος 54,465 τόννων, 2 όθωμανικά 1600 τόννων, 111 αυστριακά 18,759 τόννων, 2 αγγλικά 1054 τόννων, 20 ιταλικά 4100 τόννων και 2905 ιστιοφόρα, εξ ών 2105 ελληνικά, 8898 τόννων, 706 όθωμανικά 3918 τόννων, 89 αυστριακά 39 τόννων, 5 ιταλικά 134 τόννων, και 5 αγγλικά 300 τόννων. — [12, 1661, 295, 1828]
row-label: Τραπέζης Εθνικής — [14, 192, 121, 207]
row-value: 498.— — [255, 374, 293, 389]
last-hour-subheading-2: Η ΣΥΓΚΕΝΤΡΩΣΙΣ ΤΩΝ ΣΤΡΑΤΕΥΜΑΤΩΝ. — Η ΑΝΤΙΣΤΑΣΙΣ ΤΩΝ ΜΠΟΕΡΣ — [1191, 126, 1556, 160]
news-subheading: Υπό μεγάλης — [770, 258, 872, 275]
telegram-source: (Ιδιαίτερον τηλεγράφημα του «Εμπρός») — [40, 1392, 267, 1406]
loans-title: Εθν. Δάνεια εν Λονδίνω — [74, 418, 233, 433]
row-value: 40.65 — [187, 526, 220, 541]
eye-address: 17 Οδός Μητροπόλεως 17 — [638, 1611, 860, 1630]
article-text: όψιν έπιχειρημάτων ύπήρξε το κατά την χθεσινήν συνεδρίασιν υποβληθέν είς την Βουλήν διά του ήμετέρου συντάκτου κ. Γεωργίου Γεσιώτου έκ μέρους του πρώην βουλευτού κ. Λεξ. Φωτήλα και αυτού υπόμνημα, όπως είς το υπομνήσκον της συγκεντρώσεως διαποικειτικών συνεδριών του οποίου τα Πρακτικά και Καλαβρύτων εκ των Πατρών. — [626, 103, 872, 254]
rule — [1163, 1388, 1584, 1389]
row-value: 73.— — [263, 206, 293, 221]
row-value: 37.20 — [260, 540, 293, 555]
column-1 — [12, 44, 295, 2299]
rule — [1163, 652, 1584, 653]
row-label: Ηλεκτρ. φωτός Θερμών — [14, 388, 152, 403]
rule — [626, 1125, 872, 1126]
table-row — [12, 304, 295, 318]
row-label: Σιδηρ. Αθηνών-Πειραιώς — [14, 234, 160, 249]
row-value: 199.50 — [252, 220, 293, 235]
school-signature: Έκ της Γεν. Διευθ. Ταχ. και Τηλεγράφων — [380, 1359, 608, 1373]
eye-doctor-name: ΣΠΥΡΙΔΩΝ Π. ΦΕΡΕΝΤΙΝΟΣ — [637, 1514, 861, 1531]
page-number: 3 — [1536, 8, 1550, 32]
